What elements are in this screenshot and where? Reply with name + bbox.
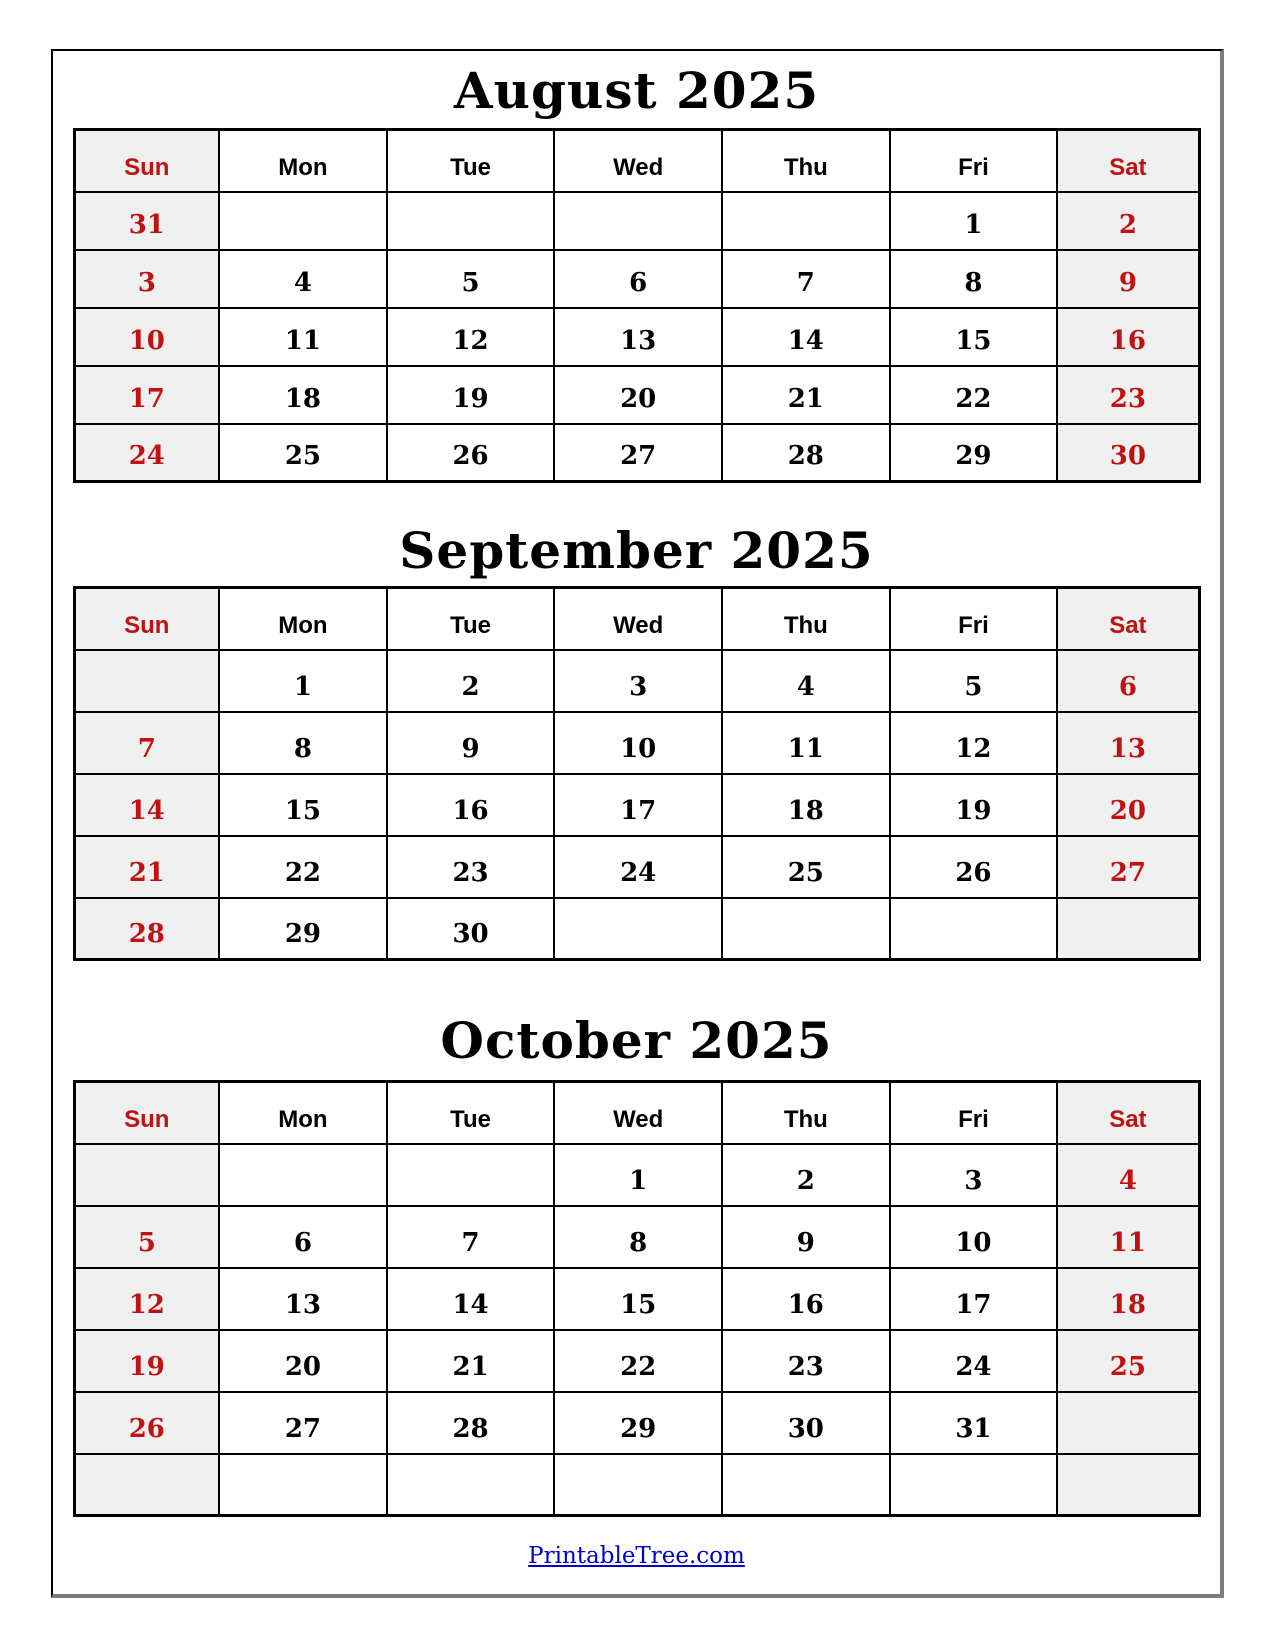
day-cell: 21 [722, 366, 890, 424]
day-cell: 4 [1057, 1144, 1199, 1206]
page-frame [51, 49, 1224, 1598]
empty-day-cell [387, 192, 555, 250]
day-cell: 12 [387, 308, 555, 366]
empty-day-cell [890, 1454, 1058, 1516]
weekday-header-row [74, 588, 1199, 650]
day-cell: 26 [890, 836, 1058, 898]
day-cell: 18 [1057, 1268, 1199, 1330]
day-cell: 17 [890, 1268, 1058, 1330]
day-cell: 13 [554, 308, 722, 366]
day-cell: 9 [722, 1206, 890, 1268]
day-cell: 16 [1057, 308, 1199, 366]
day-cell: 23 [722, 1330, 890, 1392]
day-cell: 4 [219, 250, 387, 308]
month-title-october: October 2025 [440, 1011, 833, 1070]
day-cell: 2 [387, 650, 555, 712]
day-cell: 20 [219, 1330, 387, 1392]
week-row [74, 712, 1199, 774]
weekday-header-sun: Sun [74, 130, 219, 192]
empty-day-cell [387, 1144, 555, 1206]
week-row [74, 1144, 1199, 1206]
week-row [74, 1268, 1199, 1330]
day-cell: 4 [722, 650, 890, 712]
empty-day-cell [219, 1454, 387, 1516]
day-cell: 15 [890, 308, 1058, 366]
day-cell: 24 [890, 1330, 1058, 1392]
day-cell: 6 [219, 1206, 387, 1268]
day-cell: 3 [554, 650, 722, 712]
empty-day-cell [219, 192, 387, 250]
day-cell: 9 [387, 712, 555, 774]
day-cell: 19 [387, 366, 555, 424]
day-cell: 26 [387, 424, 555, 482]
day-cell: 12 [890, 712, 1058, 774]
day-cell: 27 [1057, 836, 1199, 898]
month-title-september: September 2025 [399, 521, 874, 580]
day-cell: 31 [890, 1392, 1058, 1454]
weekday-header-tue: Tue [387, 588, 555, 650]
day-cell: 19 [74, 1330, 219, 1392]
day-cell: 28 [387, 1392, 555, 1454]
day-cell: 13 [219, 1268, 387, 1330]
day-cell: 3 [74, 250, 219, 308]
weekday-header-fri: Fri [890, 588, 1058, 650]
day-cell: 16 [722, 1268, 890, 1330]
day-cell: 26 [74, 1392, 219, 1454]
day-cell: 17 [554, 774, 722, 836]
month-title-august: August 2025 [453, 61, 820, 120]
day-cell: 8 [554, 1206, 722, 1268]
day-cell: 5 [890, 650, 1058, 712]
week-row [74, 1330, 1199, 1392]
day-cell: 22 [219, 836, 387, 898]
weekday-header-row [74, 130, 1199, 192]
weekday-header-sat: Sat [1057, 130, 1199, 192]
weekday-header-wed: Wed [554, 130, 722, 192]
day-cell: 7 [74, 712, 219, 774]
day-cell: 29 [890, 424, 1058, 482]
day-cell: 23 [387, 836, 555, 898]
week-row [74, 836, 1199, 898]
day-cell: 13 [1057, 712, 1199, 774]
weekday-header-sat: Sat [1057, 588, 1199, 650]
day-cell: 21 [74, 836, 219, 898]
weekday-header-sun: Sun [74, 1082, 219, 1144]
weekday-header-sat: Sat [1057, 1082, 1199, 1144]
day-cell: 7 [722, 250, 890, 308]
empty-day-cell [554, 1454, 722, 1516]
day-cell: 17 [74, 366, 219, 424]
empty-day-cell [1057, 898, 1199, 960]
footer [53, 1543, 1220, 1569]
week-row [74, 250, 1199, 308]
day-cell: 30 [722, 1392, 890, 1454]
empty-day-cell [74, 1144, 219, 1206]
empty-day-cell [1057, 1392, 1199, 1454]
weekday-header-wed: Wed [554, 588, 722, 650]
calendar-table-september [73, 586, 1201, 961]
empty-day-cell [74, 1454, 219, 1516]
month-section-august [53, 63, 1220, 483]
day-cell: 15 [219, 774, 387, 836]
empty-day-cell [74, 650, 219, 712]
weekday-header-sun: Sun [74, 588, 219, 650]
week-row [74, 308, 1199, 366]
day-cell: 8 [890, 250, 1058, 308]
day-cell: 11 [1057, 1206, 1199, 1268]
day-cell: 5 [74, 1206, 219, 1268]
day-cell: 6 [1057, 650, 1199, 712]
day-cell: 29 [554, 1392, 722, 1454]
weekday-header-wed: Wed [554, 1082, 722, 1144]
day-cell: 6 [554, 250, 722, 308]
weekday-header-fri: Fri [890, 1082, 1058, 1144]
calendar-table-october [73, 1080, 1201, 1517]
day-cell: 31 [74, 192, 219, 250]
calendar-table-august [73, 128, 1201, 483]
day-cell: 3 [890, 1144, 1058, 1206]
empty-day-cell [1057, 1454, 1199, 1516]
day-cell: 2 [722, 1144, 890, 1206]
week-row [74, 424, 1199, 482]
week-row [74, 1454, 1199, 1516]
day-cell: 23 [1057, 366, 1199, 424]
month-section-september [53, 523, 1220, 961]
day-cell: 25 [219, 424, 387, 482]
day-cell: 1 [890, 192, 1058, 250]
day-cell: 22 [554, 1330, 722, 1392]
day-cell: 10 [74, 308, 219, 366]
day-cell: 30 [387, 898, 555, 960]
day-cell: 10 [890, 1206, 1058, 1268]
day-cell: 20 [1057, 774, 1199, 836]
weekday-header-thu: Thu [722, 1082, 890, 1144]
empty-day-cell [722, 898, 890, 960]
day-cell: 20 [554, 366, 722, 424]
week-row [74, 192, 1199, 250]
day-cell: 2 [1057, 192, 1199, 250]
week-row [74, 1392, 1199, 1454]
weekday-header-thu: Thu [722, 588, 890, 650]
day-cell: 1 [554, 1144, 722, 1206]
weekday-header-thu: Thu [722, 130, 890, 192]
day-cell: 18 [219, 366, 387, 424]
day-cell: 25 [722, 836, 890, 898]
footer-link[interactable]: PrintableTree.com [528, 1543, 745, 1569]
day-cell: 28 [74, 898, 219, 960]
day-cell: 29 [219, 898, 387, 960]
day-cell: 11 [219, 308, 387, 366]
weekday-header-tue: Tue [387, 130, 555, 192]
day-cell: 14 [74, 774, 219, 836]
day-cell: 9 [1057, 250, 1199, 308]
day-cell: 11 [722, 712, 890, 774]
day-cell: 12 [74, 1268, 219, 1330]
day-cell: 28 [722, 424, 890, 482]
empty-day-cell [722, 1454, 890, 1516]
month-section-october [53, 1013, 1220, 1517]
week-row [74, 898, 1199, 960]
day-cell: 22 [890, 366, 1058, 424]
day-cell: 21 [387, 1330, 555, 1392]
day-cell: 15 [554, 1268, 722, 1330]
weekday-header-mon: Mon [219, 588, 387, 650]
day-cell: 30 [1057, 424, 1199, 482]
day-cell: 25 [1057, 1330, 1199, 1392]
day-cell: 7 [387, 1206, 555, 1268]
weekday-header-mon: Mon [219, 1082, 387, 1144]
day-cell: 14 [387, 1268, 555, 1330]
day-cell: 10 [554, 712, 722, 774]
empty-day-cell [554, 898, 722, 960]
empty-day-cell [890, 898, 1058, 960]
day-cell: 19 [890, 774, 1058, 836]
empty-day-cell [722, 192, 890, 250]
day-cell: 5 [387, 250, 555, 308]
week-row [74, 366, 1199, 424]
weekday-header-row [74, 1082, 1199, 1144]
week-row [74, 650, 1199, 712]
empty-day-cell [554, 192, 722, 250]
weekday-header-mon: Mon [219, 130, 387, 192]
day-cell: 24 [74, 424, 219, 482]
weekday-header-fri: Fri [890, 130, 1058, 192]
day-cell: 27 [219, 1392, 387, 1454]
day-cell: 1 [219, 650, 387, 712]
empty-day-cell [219, 1144, 387, 1206]
weekday-header-tue: Tue [387, 1082, 555, 1144]
day-cell: 27 [554, 424, 722, 482]
day-cell: 24 [554, 836, 722, 898]
day-cell: 16 [387, 774, 555, 836]
empty-day-cell [387, 1454, 555, 1516]
day-cell: 14 [722, 308, 890, 366]
day-cell: 8 [219, 712, 387, 774]
day-cell: 18 [722, 774, 890, 836]
week-row [74, 774, 1199, 836]
week-row [74, 1206, 1199, 1268]
